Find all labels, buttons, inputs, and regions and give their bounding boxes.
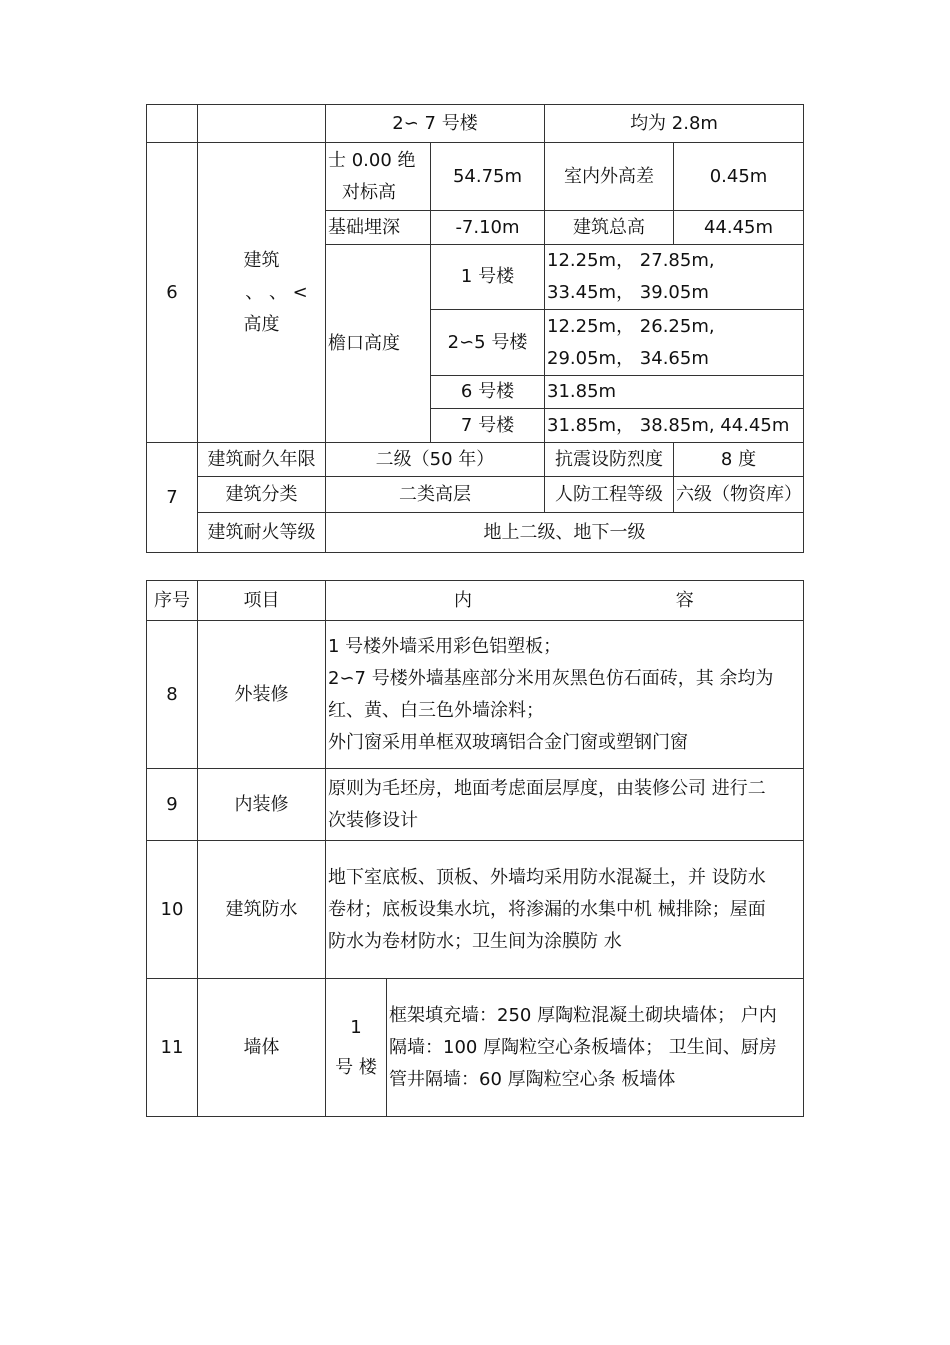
eave-building: 1 号楼 <box>431 245 545 310</box>
fire-rating-label: 建筑耐火等级 <box>198 513 326 553</box>
table-row <box>147 105 804 143</box>
label-line: 士 0.00 绝 <box>328 149 416 171</box>
eave-values <box>545 310 804 376</box>
eave-values <box>545 245 804 310</box>
eave-building: 2∽5 号楼 <box>431 310 545 376</box>
eave-building: 7 号楼 <box>431 409 545 443</box>
item-exterior-finish: 外装修 <box>198 621 326 769</box>
content-line: 原则为毛坯房，地面考虑面层厚度，由装修公司 进行二 <box>328 777 766 799</box>
table-row <box>147 769 804 841</box>
seismic-label: 抗震设防烈度 <box>545 443 674 477</box>
item-building-height <box>198 143 326 443</box>
civil-defense-value: 六级（物资库） <box>674 477 804 513</box>
label-line: 1 <box>350 1016 362 1038</box>
table-header-row <box>147 581 804 621</box>
row-number: 6 <box>147 143 198 443</box>
eave-values: 31.85m <box>545 376 804 409</box>
floor-height-buildings: 2∽ 7 号楼 <box>326 105 545 143</box>
eave-values: 31.85m， 38.85m, 44.45m <box>545 409 804 443</box>
eave-height-label: 檐口高度 <box>326 245 431 443</box>
item-line: 、 、 < <box>245 281 308 303</box>
content-line: 次装修设计 <box>328 809 418 831</box>
value-line: 29.05m， 34.65m <box>547 347 709 369</box>
row-number: 9 <box>147 769 198 841</box>
header-content-a: 内 <box>454 589 472 611</box>
table-row <box>147 513 804 553</box>
item-line: 建筑 <box>243 249 280 271</box>
content-line: 外门窗采用单框双玻璃铝合金门窗或塑钢门窗 <box>328 731 688 753</box>
table-row <box>147 143 804 211</box>
content-line: 框架填充墙：250 厚陶粒混凝土砌块墙体； 户内 <box>389 1004 777 1026</box>
wall-building-label <box>326 979 387 1117</box>
table-row <box>147 621 804 769</box>
value-line: 12.25m， 26.25m, <box>547 315 715 337</box>
row-number: 7 <box>147 443 198 553</box>
content-line: 卷材；底板设集水坑，将渗漏的水集中机 械排除；屋面 <box>328 898 766 920</box>
row-number: 11 <box>147 979 198 1117</box>
content-line: 2∽7 号楼外墙基座部分米用灰黑色仿石面砖，其 余均为 <box>328 667 774 689</box>
table-row <box>147 841 804 979</box>
total-height-label: 建筑总高 <box>545 211 674 245</box>
item-walls: 墙体 <box>198 979 326 1117</box>
content-line: 1 号楼外墙采用彩色铝塑板； <box>328 635 562 657</box>
building-info-table <box>146 104 804 553</box>
table-cell <box>198 105 326 143</box>
abs-elevation-value: 54.75m <box>431 143 545 211</box>
table-cell <box>147 105 198 143</box>
fire-rating-value: 地上二级、地下一级 <box>326 513 804 553</box>
finishes-table <box>146 580 804 1117</box>
content-line: 防水为卷材防水；卫生间为涂膜防 水 <box>328 930 622 952</box>
interior-finish-content <box>326 769 804 841</box>
row-number: 8 <box>147 621 198 769</box>
seismic-value: 8 度 <box>674 443 804 477</box>
foundation-depth-label: 基础埋深 <box>326 211 431 245</box>
durability-label: 建筑耐久年限 <box>198 443 326 477</box>
label-line: 号 楼 <box>335 1056 377 1078</box>
item-waterproofing: 建筑防水 <box>198 841 326 979</box>
value-line: 33.45m， 39.05m <box>547 282 709 303</box>
foundation-depth-value: -7.10m <box>431 211 545 245</box>
value-line: 12.25m， 27.85m, <box>547 250 715 271</box>
durability-value: 二级（50 年） <box>326 443 545 477</box>
header-content <box>326 581 804 621</box>
abs-elevation-label <box>326 143 431 211</box>
header-content-b: 容 <box>675 589 694 611</box>
indoor-outdoor-label: 室内外高差 <box>545 143 674 211</box>
content-line: 红、黄、白三色外墙涂料； <box>328 699 544 721</box>
table-row <box>147 979 804 1117</box>
row-number: 10 <box>147 841 198 979</box>
content-line: 地下室底板、顶板、外墙均采用防水混凝土，并 设防水 <box>328 866 766 888</box>
table-row <box>147 477 804 513</box>
header-number: 序号 <box>147 581 198 621</box>
table-row <box>147 443 804 477</box>
eave-building: 6 号楼 <box>431 376 545 409</box>
content-line: 隔墙：100 厚陶粒空心条板墙体； 卫生间、厨房 <box>389 1036 777 1058</box>
header-item: 项目 <box>198 581 326 621</box>
item-interior-finish: 内装修 <box>198 769 326 841</box>
floor-height-value: 均为 2.8m <box>545 105 804 143</box>
walls-content <box>387 979 804 1117</box>
content-line: 管井隔墙：60 厚陶粒空心条 板墙体 <box>389 1068 676 1090</box>
civil-defense-label: 人防工程等级 <box>545 477 674 513</box>
class-value: 二类高层 <box>326 477 545 513</box>
exterior-finish-content <box>326 621 804 769</box>
total-height-value: 44.45m <box>674 211 804 245</box>
class-label: 建筑分类 <box>198 477 326 513</box>
waterproofing-content <box>326 841 804 979</box>
indoor-outdoor-value: 0.45m <box>674 143 804 211</box>
label-line: 对标高 <box>342 181 396 203</box>
item-line: 高度 <box>243 313 280 335</box>
